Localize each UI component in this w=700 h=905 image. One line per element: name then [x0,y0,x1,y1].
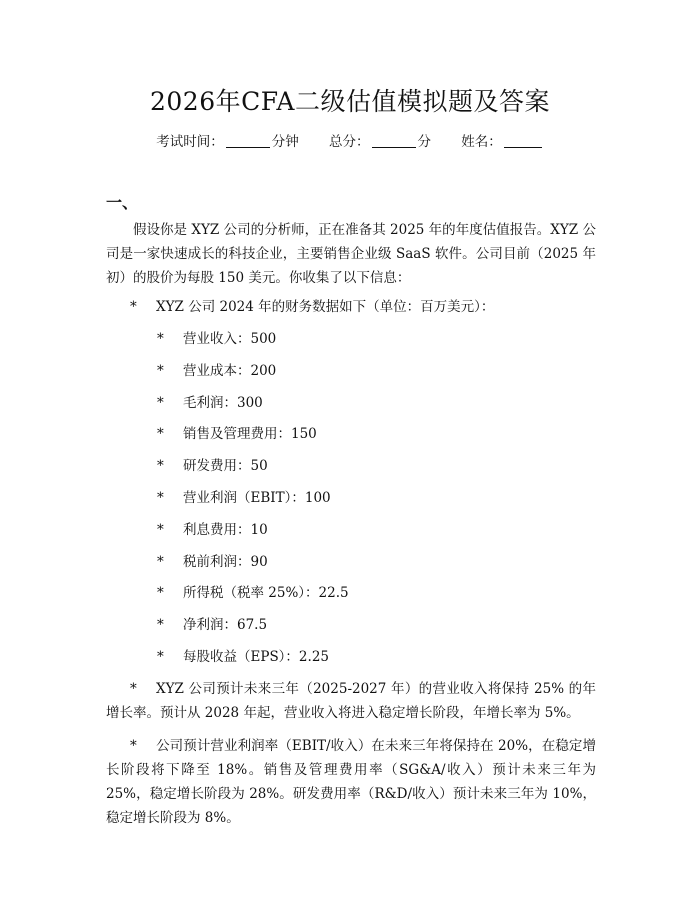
financial-item-text: 每股收益（EPS）：2.25 [183,649,329,665]
financial-item-text: 营业成本：200 [183,362,277,379]
bullet-star: * [157,426,164,443]
exam-time-unit: 分钟 [271,134,299,150]
financial-item-text: 所得税（税率 25%）：22.5 [183,585,349,602]
revenue-growth-point [106,677,596,725]
bullet-star: * [157,458,164,475]
name-field [461,134,544,150]
total-score-blank [372,135,416,148]
financial-item-text: 毛利润：300 [183,394,263,411]
financial-item [157,552,268,572]
exam-time-label: 考试时间： [156,134,224,150]
section-number: 一、 [106,193,139,212]
financial-item [157,329,276,349]
margin-assumption-point [106,734,596,830]
bullet-star: * [157,394,164,411]
financial-item-text: 利息费用：10 [183,521,268,538]
bullet-star: * [130,738,137,754]
bullet-star: * [157,490,164,506]
financial-item-text: 营业利润（EBIT）：100 [183,490,331,506]
financial-item-text: 销售及管理费用：150 [183,426,317,443]
total-score-field [329,134,431,150]
intro-paragraph: 假设你是 XYZ 公司的分析师，正在准备其 2025 年的年度估值报告。XYZ 公司是一家快速成长的科技企业，主要销售企业级 SaaS 软件。公司目前（2025 年初）的股价为每股 150 美元。你收集了以下信息： [106,222,596,286]
revenue-growth-text: XYZ 公司预计未来三年（2025-2027 年）的营业收入将保持 25% 的年增长率。预计从 2028 年起，营业收入将进入稳定增长阶段，年增长率为 5%。 [106,681,596,721]
name-blank [504,135,542,148]
bullet-star: * [157,649,164,665]
bullet-star: * [157,585,164,602]
total-score-unit: 分 [417,134,431,150]
financials-heading-item [130,297,494,317]
bullet-star: * [130,299,137,315]
bullet-star: * [157,362,164,379]
exam-time-field [156,134,299,150]
financial-item [157,647,329,667]
financial-item [157,361,276,381]
name-label: 姓名： [461,134,502,150]
exam-time-blank [226,135,270,148]
bullet-star: * [157,521,164,538]
financial-item [157,488,331,508]
financial-item [157,520,268,540]
financial-item-text: 营业收入：500 [183,331,277,347]
financial-item-text: 税前利润：90 [183,553,268,570]
bullet-star: * [157,617,164,634]
financial-item-text: 净利润：67.5 [183,617,268,634]
financial-item [157,456,268,476]
margin-assumption-text: 公司预计营业利润率（EBIT/收入）在未来三年将保持在 20%，在稳定增长阶段将下降至 18%。销售及管理费用率（SG&A/收入）预计未来三年为 25%，稳定增长阶段为 28%。研发费用率（R&D/收入）预计未来三年为 10%，稳定增长阶段为 8%。 [106,738,596,826]
financial-item [157,583,349,603]
total-score-label: 总分： [329,134,370,150]
bullet-star: * [157,553,164,570]
page-title: 2026年CFA二级估值模拟题及答案 [150,87,550,116]
financial-item [157,615,267,635]
exam-info-line [0,130,700,150]
bullet-star: * [157,331,164,347]
bullet-star: * [130,681,137,697]
financial-item-text: 研发费用：50 [183,458,268,475]
financial-item [157,424,317,444]
financial-item [157,393,263,413]
financials-heading: XYZ 公司 2024 年的财务数据如下（单位：百万美元）： [156,299,495,315]
